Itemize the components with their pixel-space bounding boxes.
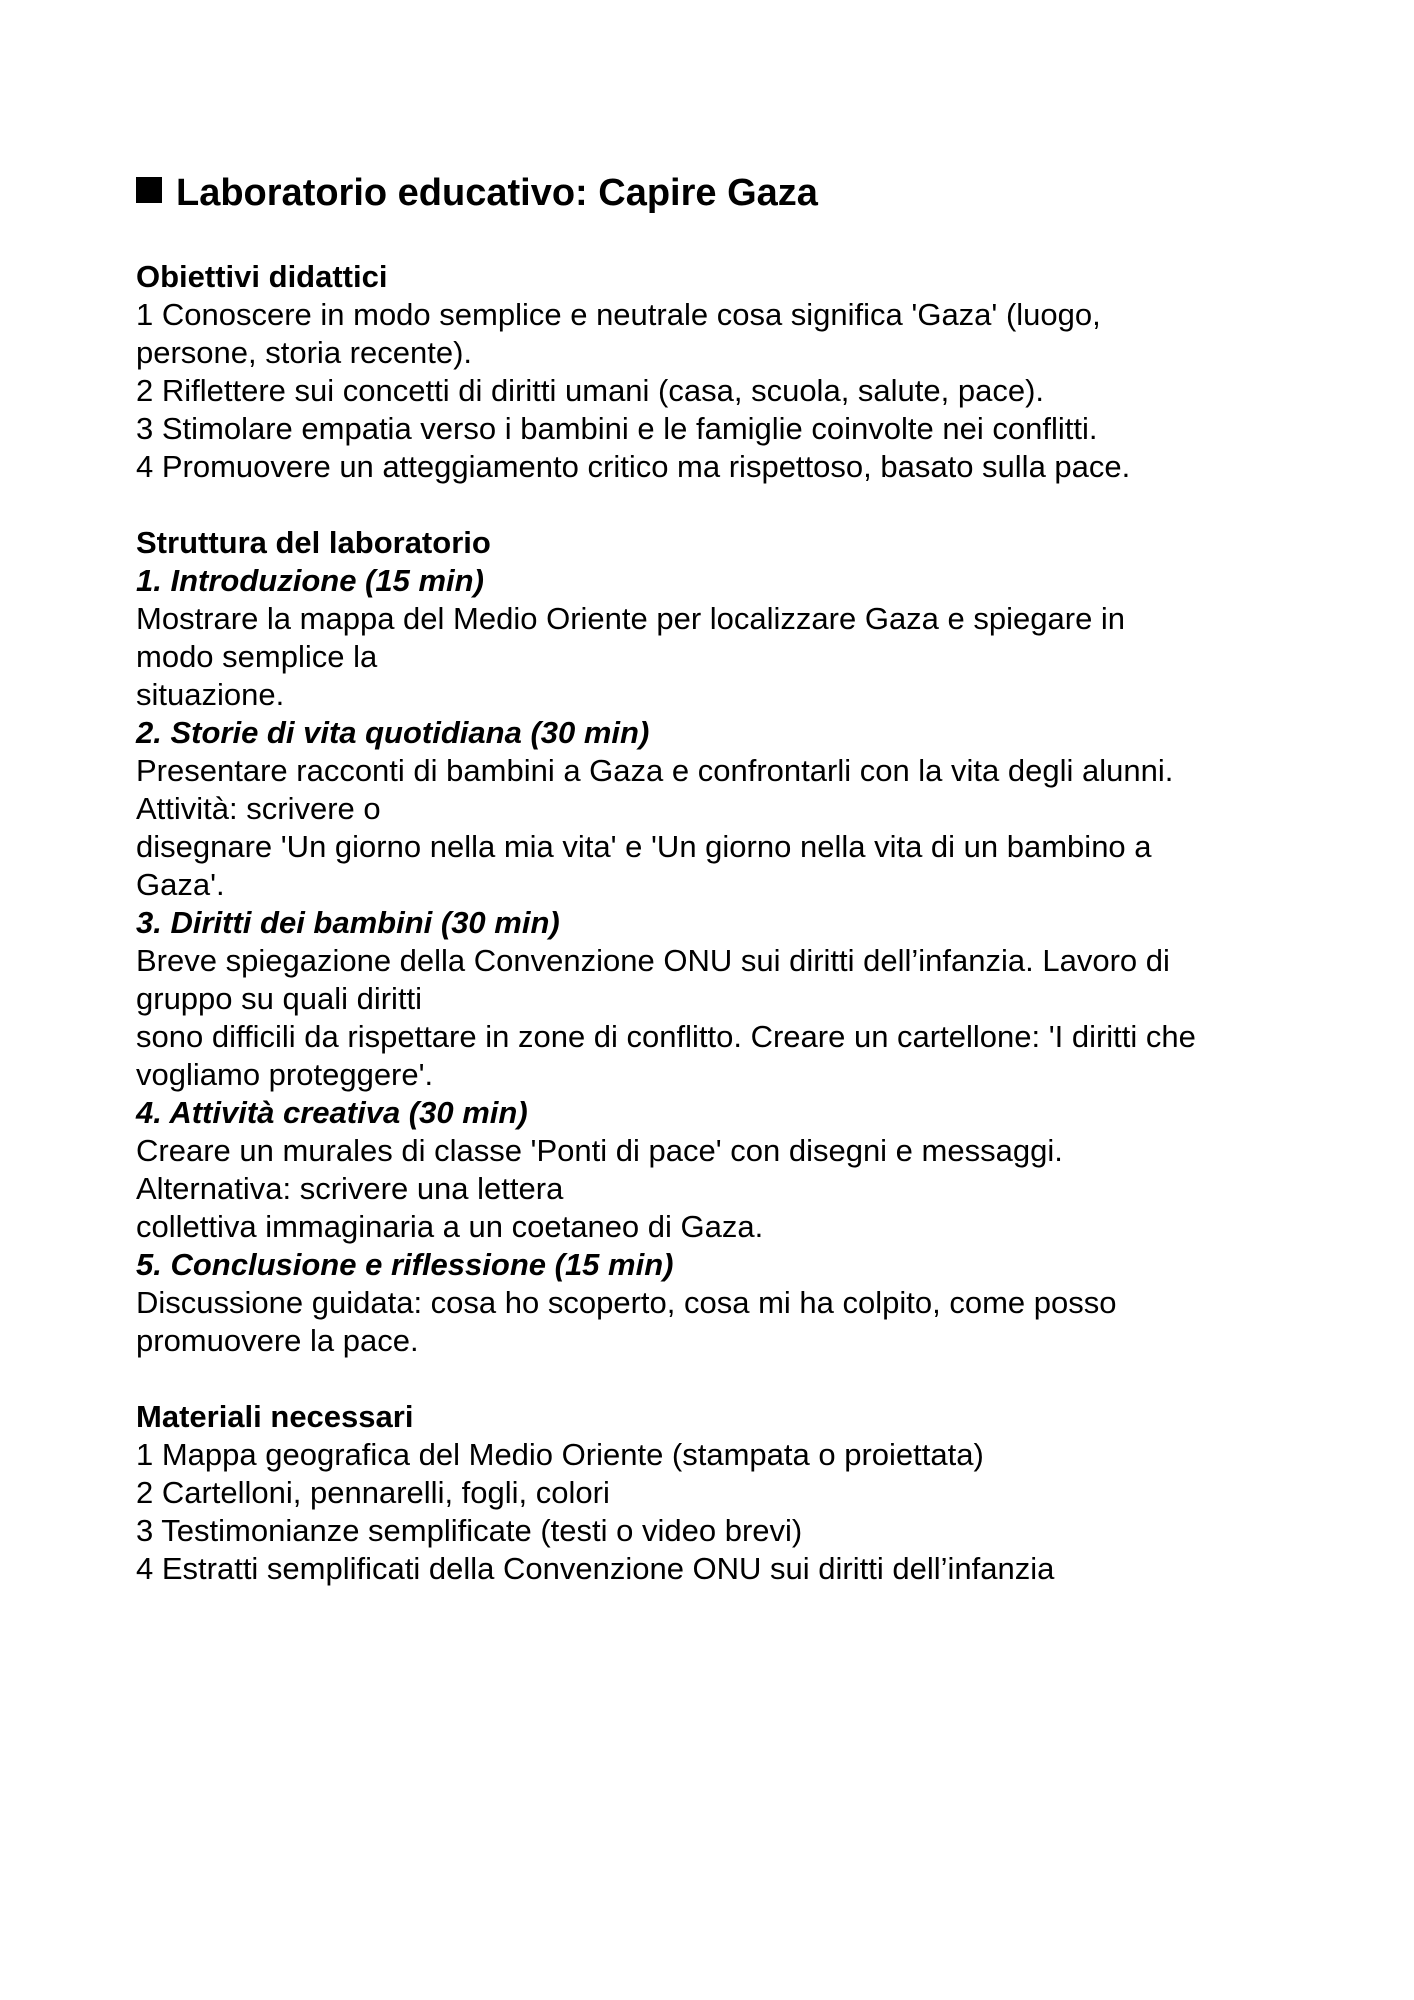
- objectives-heading: Obiettivi didattici: [136, 259, 388, 294]
- step-line: Discussione guidata: cosa ho scoperto, cosa mi ha colpito, come posso: [136, 1285, 1117, 1320]
- document-page: [136, 170, 1316, 1626]
- material-line: 4 Estratti semplificati della Convenzione ONU sui diritti dell’infanzia: [136, 1551, 1055, 1586]
- objective-line: 4 Promuovere un atteggiamento critico ma rispettoso, basato sulla pace.: [136, 449, 1131, 484]
- step-line: modo semplice la: [136, 639, 378, 674]
- structure-heading: Struttura del laboratorio: [136, 525, 491, 560]
- step-line: promuovere la pace.: [136, 1323, 419, 1358]
- step-title: 4. Attività creativa (30 min): [136, 1095, 528, 1130]
- step-conclusione: [136, 1246, 1316, 1360]
- step-storie-di-vita: [136, 714, 1316, 904]
- material-line: 3 Testimonianze semplificate (testi o video brevi): [136, 1513, 803, 1548]
- step-line: disegnare 'Un giorno nella mia vita' e 'Un giorno nella vita di un bambino a: [136, 829, 1152, 864]
- black-square-icon: [136, 177, 162, 203]
- step-line: Attività: scrivere o: [136, 791, 381, 826]
- step-title: 3. Diritti dei bambini (30 min): [136, 905, 560, 940]
- step-line: vogliamo proteggere'.: [136, 1057, 434, 1092]
- step-line: situazione.: [136, 677, 285, 712]
- step-line: Gaza'.: [136, 867, 225, 902]
- objective-line: 3 Stimolare empatia verso i bambini e le famiglie coinvolte nei conflitti.: [136, 411, 1098, 446]
- step-line: Creare un murales di classe 'Ponti di pace' con disegni e messaggi.: [136, 1133, 1063, 1168]
- step-title: 5. Conclusione e riflessione (15 min): [136, 1247, 674, 1282]
- step-line: sono difficili da rispettare in zone di conflitto. Creare un cartellone: 'I diritti che: [136, 1019, 1196, 1054]
- objective-line: 2 Riflettere sui concetti di diritti umani (casa, scuola, salute, pace).: [136, 373, 1045, 408]
- step-line: collettiva immaginaria a un coetaneo di Gaza.: [136, 1209, 764, 1244]
- step-line: Alternativa: scrivere una lettera: [136, 1171, 564, 1206]
- step-introduzione: [136, 562, 1316, 714]
- material-line: 2 Cartelloni, pennarelli, fogli, colori: [136, 1475, 610, 1510]
- step-attivita-creativa: [136, 1094, 1316, 1246]
- materials-section: [136, 1398, 1316, 1588]
- structure-section: [136, 524, 1316, 1360]
- document-title-text: Laboratorio educativo: Capire Gaza: [176, 172, 818, 214]
- step-diritti-dei-bambini: [136, 904, 1316, 1094]
- objective-line: 1 Conoscere in modo semplice e neutrale cosa significa 'Gaza' (luogo,: [136, 297, 1101, 332]
- material-line: 1 Mappa geografica del Medio Oriente (stampata o proiettata): [136, 1437, 984, 1472]
- objective-line: persone, storia recente).: [136, 335, 473, 370]
- step-title: 2. Storie di vita quotidiana (30 min): [136, 715, 650, 750]
- document-title: [136, 170, 1316, 216]
- step-line: Breve spiegazione della Convenzione ONU sui diritti dell’infanzia. Lavoro di: [136, 943, 1170, 978]
- step-line: Presentare racconti di bambini a Gaza e confrontarli con la vita degli alunni.: [136, 753, 1174, 788]
- step-title: 1. Introduzione (15 min): [136, 563, 484, 598]
- objectives-section: [136, 258, 1316, 486]
- materials-heading: Materiali necessari: [136, 1399, 414, 1434]
- step-line: Mostrare la mappa del Medio Oriente per localizzare Gaza e spiegare in: [136, 601, 1126, 636]
- step-line: gruppo su quali diritti: [136, 981, 423, 1016]
